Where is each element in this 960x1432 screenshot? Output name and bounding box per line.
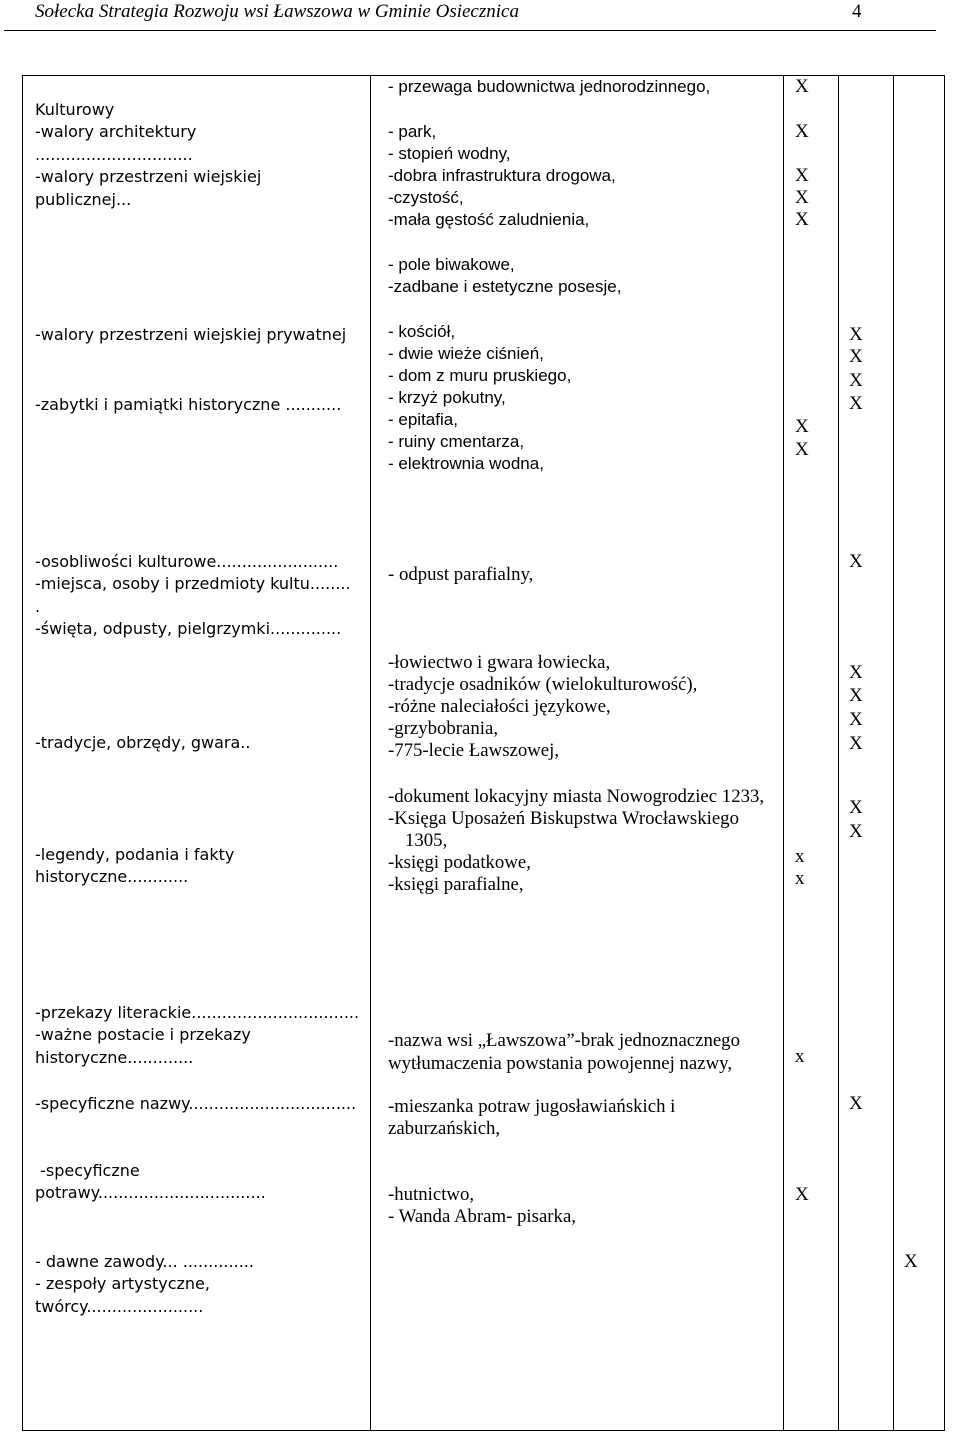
description-line: - stopień wodny, [388, 144, 511, 163]
category-cell [35, 1160, 266, 1205]
running-header-title: Sołecka Strategia Rozwoju wsi Ławszowa w Gminie Osiecznica [35, 1, 519, 22]
description-line: -nazwa wsi „Ławszowa”-brak jednoznacznego [388, 1030, 740, 1051]
description-cell [388, 321, 571, 475]
mark-col3: x [795, 868, 805, 889]
category-line: -miejsca, osoby i przedmioty kultu........ [35, 574, 351, 594]
category-line: -przekazy literackie................................. [35, 1003, 360, 1022]
description-line: -Księga Uposażeń Biskupstwa Wrocławskiego [388, 808, 739, 829]
description-line: - odpust parafialny, [388, 564, 534, 585]
description-cell [388, 1184, 576, 1228]
category-line: historyczne............. [35, 1047, 194, 1067]
description-line: - krzyż pokutny, [388, 388, 506, 407]
category-line: -walory przestrzeni wiejskiej prywatnej [35, 325, 347, 344]
mark-col4: X [849, 733, 863, 754]
mark-col3: X [795, 209, 809, 230]
description-cell [388, 254, 621, 298]
column-divider [838, 75, 839, 1430]
description-line: -mała gęstość zaludnienia, [388, 210, 590, 229]
category-cell [35, 844, 234, 889]
mark-col4: X [849, 1093, 863, 1114]
description-line: -czystość, [388, 188, 464, 207]
description-cell [388, 652, 697, 762]
mark-col3: X [795, 439, 809, 460]
mark-col3: x [795, 846, 805, 867]
mark-col3: X [795, 416, 809, 437]
description-cell [388, 786, 764, 896]
column-divider [370, 75, 371, 1430]
category-line: -osobliwości kulturowe........................ [35, 552, 339, 571]
description-cell [388, 1096, 675, 1140]
description-line: - pole biwakowe, [388, 255, 515, 274]
mark-col4: X [849, 821, 863, 842]
mark-col3: X [795, 187, 809, 208]
description-line: - dwie wieże ciśnień, [388, 344, 544, 363]
category-line: -walory architektury [35, 122, 197, 142]
description-line: zaburzańskich, [388, 1118, 501, 1139]
category-line: - zespoły artystyczne, [35, 1274, 210, 1294]
mark-col3: X [795, 165, 809, 186]
mark-col4: X [849, 346, 863, 367]
category-line: potrawy................................. [35, 1183, 266, 1203]
category-line: -legendy, podania i fakty [35, 845, 235, 864]
mark-col4: X [849, 370, 863, 391]
category-line: historyczne............ [35, 867, 189, 887]
category-cell [35, 1251, 254, 1318]
header-rule [4, 30, 936, 31]
category-line: -specyficzne [35, 1161, 140, 1180]
page-number: 4 [852, 1, 862, 22]
mark-col4: X [849, 551, 863, 572]
category-line: twórcy....................... [35, 1296, 204, 1316]
category-cell [35, 394, 341, 416]
category-cell [35, 99, 261, 211]
description-line: -mieszanka potraw jugosławiańskich i [388, 1096, 676, 1117]
description-line: - elektrownia wodna, [388, 454, 544, 473]
description-cell [388, 121, 616, 231]
description-line: -księgi podatkowe, [388, 852, 531, 873]
mark-col3: x [795, 1046, 805, 1067]
mark-col4: X [849, 324, 863, 345]
category-cell [35, 551, 351, 641]
mark-col4: X [849, 662, 863, 683]
category-line: - dawne zawody... .............. [35, 1252, 254, 1271]
description-line: -tradycje osadników (wielokulturowość), [388, 674, 698, 695]
category-line: -tradycje, obrzędy, gwara.. [35, 733, 251, 752]
mark-col5: X [904, 1251, 918, 1272]
category-line: . [35, 596, 41, 616]
mark-col4: X [849, 685, 863, 706]
description-line: - dom z muru pruskiego, [388, 366, 572, 385]
description-line: -różne naleciałości językowe, [388, 696, 611, 717]
category-cell [35, 732, 250, 754]
mark-col3: X [795, 1184, 809, 1205]
description-line: -grzybobrania, [388, 718, 499, 739]
description-line: - przewaga budownictwa jednorodzinnego, [388, 77, 711, 96]
description-line: -775-lecie Ławszowej, [388, 740, 560, 761]
category-line: Kulturowy [35, 100, 115, 119]
category-cell [35, 324, 346, 346]
description-line: - epitafia, [388, 410, 458, 429]
column-divider [893, 75, 894, 1430]
category-line: -święta, odpusty, pielgrzymki.............. [35, 619, 342, 639]
description-line: -zadbane i estetyczne posesje, [388, 277, 622, 296]
mark-col3: X [795, 76, 809, 97]
category-line: -ważne postacie i przekazy [35, 1025, 251, 1045]
description-line: - kościół, [388, 322, 456, 341]
description-line: 1305, [405, 830, 448, 851]
description-cell [388, 76, 710, 98]
description-line: -łowiectwo i gwara łowiecka, [388, 652, 611, 673]
mark-col3: X [795, 121, 809, 142]
description-line: -księgi parafialne, [388, 874, 524, 895]
mark-col4: X [849, 393, 863, 414]
category-line: ............................... [35, 144, 193, 164]
category-cell [35, 1093, 356, 1115]
column-divider [783, 75, 784, 1430]
mark-col4: X [849, 709, 863, 730]
description-line: - Wanda Abram- pisarka, [388, 1206, 576, 1227]
description-line: -dobra infrastruktura drogowa, [388, 166, 616, 185]
category-cell [35, 1002, 359, 1069]
description-line: -hutnictwo, [388, 1184, 475, 1205]
description-line: - park, [388, 122, 437, 141]
category-line: publicznej... [35, 189, 132, 209]
description-line: wytłumaczenia powstania powojennej nazwy, [388, 1053, 733, 1074]
description-line: -dokument lokacyjny miasta Nowogrodziec 1233, [388, 786, 765, 807]
category-line: -specyficzne nazwy................................. [35, 1094, 357, 1113]
category-line: -zabytki i pamiątki historyczne ........... [35, 395, 342, 414]
description-line: - ruiny cmentarza, [388, 432, 525, 451]
mark-col4: X [849, 797, 863, 818]
description-cell [388, 564, 533, 586]
description-cell [388, 1029, 740, 1075]
category-line: -walory przestrzeni wiejskiej [35, 167, 262, 187]
